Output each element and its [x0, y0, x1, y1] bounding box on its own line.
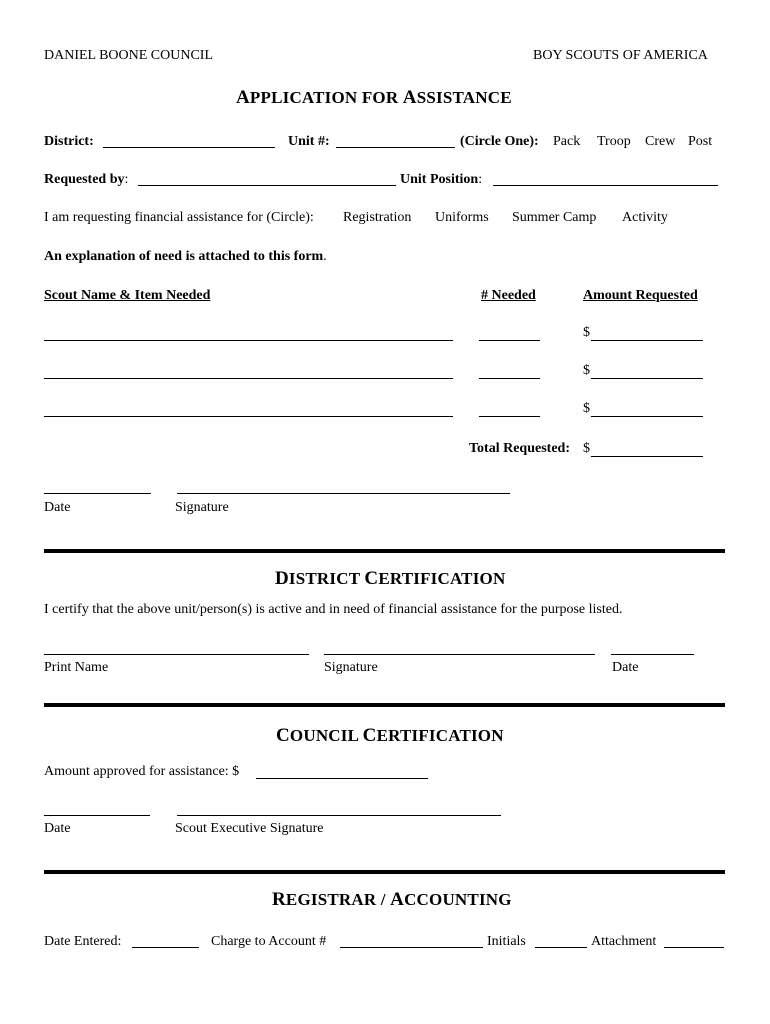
total-requested-label: Total Requested: — [469, 441, 570, 456]
amount-approved-label: Amount approved for assistance: $ — [44, 764, 240, 779]
applicant-signature-field[interactable] — [177, 493, 510, 494]
total-requested-field[interactable] — [591, 456, 703, 457]
header-scout-name-item: Scout Name & Item Needed — [44, 288, 211, 303]
header-number-needed: # Needed — [481, 288, 536, 303]
council-date-field[interactable] — [44, 815, 150, 816]
district-signature-field[interactable] — [324, 654, 595, 655]
attachment-label: Attachment — [591, 934, 657, 949]
district-date-field[interactable] — [611, 654, 694, 655]
option-pack[interactable]: Pack — [553, 134, 581, 149]
unit-position-label: Unit Position: — [400, 172, 483, 187]
applicant-signature-label: Signature — [175, 500, 229, 515]
option-uniforms[interactable]: Uniforms — [435, 210, 489, 225]
scout-executive-signature-label: Scout Executive Signature — [175, 821, 324, 836]
council-certification-title: COUNCIL CERTIFICATION — [276, 725, 504, 746]
option-crew[interactable]: Crew — [645, 134, 676, 149]
applicant-date-field[interactable] — [44, 493, 151, 494]
dollar-sign: $ — [583, 441, 590, 456]
district-print-name-field[interactable] — [44, 654, 309, 655]
option-activity[interactable]: Activity — [622, 210, 668, 225]
option-registration[interactable]: Registration — [343, 210, 412, 225]
district-certification-statement: I certify that the above unit/person(s) is active and in need of financial assistance for the purpose listed. — [44, 602, 623, 617]
amount-field-2[interactable] — [591, 378, 703, 379]
explanation-note: An explanation of need is attached to this form. — [44, 249, 327, 264]
district-label: District: — [44, 134, 94, 149]
requested-by-label: Requested by: — [44, 172, 129, 187]
circle-one-label: (Circle One): — [460, 134, 539, 149]
district-signature-label: Signature — [324, 660, 378, 675]
council-name: DANIEL BOONE COUNCIL — [44, 48, 214, 63]
dollar-sign: $ — [583, 325, 590, 340]
applicant-date-label: Date — [44, 500, 71, 515]
section-divider — [44, 703, 725, 707]
requested-by-field[interactable] — [138, 185, 396, 186]
unit-field[interactable] — [336, 147, 455, 148]
charge-to-account-field[interactable] — [340, 947, 483, 948]
needed-field-2[interactable] — [479, 378, 540, 379]
option-summer-camp[interactable]: Summer Camp — [512, 210, 597, 225]
needed-field-1[interactable] — [479, 340, 540, 341]
item-field-2[interactable] — [44, 378, 453, 379]
council-date-label: Date — [44, 821, 71, 836]
district-date-label: Date — [612, 660, 639, 675]
option-troop[interactable]: Troop — [597, 134, 631, 149]
charge-to-account-label: Charge to Account # — [211, 934, 327, 949]
date-entered-label: Date Entered: — [44, 934, 122, 949]
item-field-1[interactable] — [44, 340, 453, 341]
dollar-sign: $ — [583, 363, 590, 378]
print-name-label: Print Name — [44, 660, 109, 675]
section-divider — [44, 870, 725, 874]
district-field[interactable] — [103, 147, 275, 148]
amount-approved-field[interactable] — [256, 778, 428, 779]
attachment-field[interactable] — [664, 947, 724, 948]
dollar-sign: $ — [583, 401, 590, 416]
assistance-request-text: I am requesting financial assistance for (Circle): — [44, 210, 314, 225]
registrar-accounting-title: REGISTRAR / ACCOUNTING — [272, 889, 512, 910]
header-amount-requested: Amount Requested — [583, 288, 698, 303]
amount-field-1[interactable] — [591, 340, 703, 341]
unit-label: Unit #: — [288, 134, 330, 149]
page-title: APPLICATION FOR ASSISTANCE — [236, 87, 512, 108]
option-post[interactable]: Post — [688, 134, 713, 149]
needed-field-3[interactable] — [479, 416, 540, 417]
organization-name: BOY SCOUTS OF AMERICA — [533, 48, 708, 63]
initials-label: Initials — [487, 934, 526, 949]
scout-executive-signature-field[interactable] — [177, 815, 501, 816]
unit-position-field[interactable] — [493, 185, 718, 186]
item-field-3[interactable] — [44, 416, 453, 417]
amount-field-3[interactable] — [591, 416, 703, 417]
district-certification-title: DISTRICT CERTIFICATION — [275, 568, 506, 589]
date-entered-field[interactable] — [132, 947, 199, 948]
section-divider — [44, 549, 725, 553]
initials-field[interactable] — [535, 947, 587, 948]
